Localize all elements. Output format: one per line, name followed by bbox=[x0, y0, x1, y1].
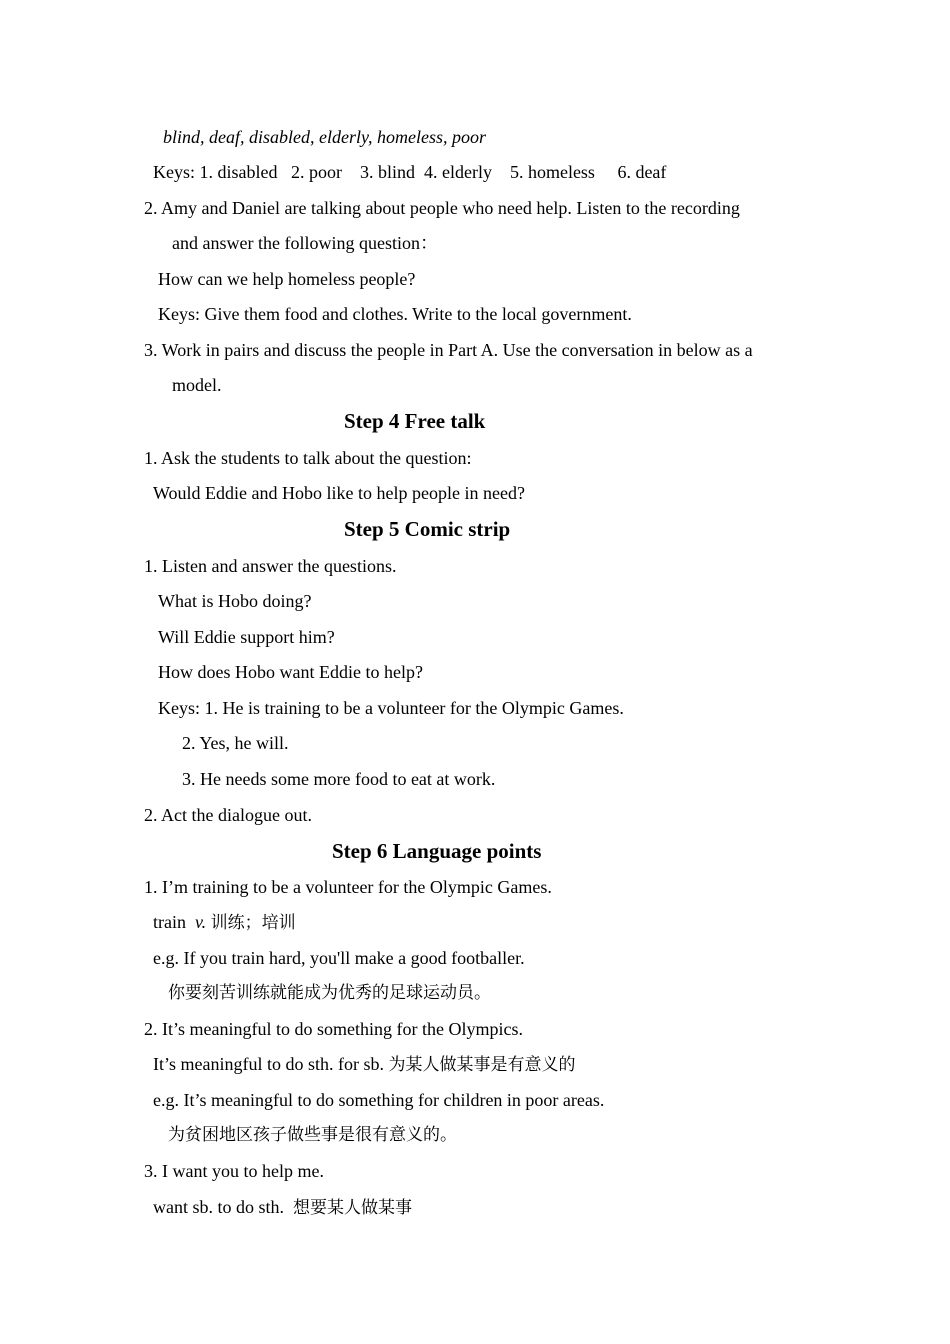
step5-q1: What is Hobo doing? bbox=[158, 591, 312, 611]
step5-item2: 2. Act the dialogue out. bbox=[144, 805, 312, 825]
pattern-meaning: 为某人做某事是有意义的 bbox=[388, 1055, 576, 1075]
vocab-word: train bbox=[153, 912, 186, 932]
step6-point2-translation: 为贫困地区孩子做些事是很有意义的。 bbox=[168, 1125, 457, 1145]
question-homeless: How can we help homeless people? bbox=[158, 269, 416, 289]
pattern-text: It’s meaningful to do sth. for sb. bbox=[153, 1054, 384, 1074]
step6-point1: 1. I’m training to be a volunteer for the Olympic Games. bbox=[144, 877, 552, 897]
step4-question: Would Eddie and Hobo like to help people in need? bbox=[153, 483, 525, 503]
item3-line2: model. bbox=[172, 375, 222, 395]
step6-point3-pattern bbox=[153, 1196, 412, 1219]
step5-keys1: Keys: 1. He is training to be a volunteer for the Olympic Games. bbox=[158, 698, 624, 718]
word-list: blind, deaf, disabled, elderly, homeless, poor bbox=[163, 127, 486, 147]
item3-line1: 3. Work in pairs and discuss the people in Part A. Use the conversation in below as a bbox=[144, 340, 753, 360]
step5-title: Step 5 Comic strip bbox=[344, 517, 511, 541]
item2-line2: and answer the following question： bbox=[172, 233, 438, 253]
step4-title: Step 4 Free talk bbox=[344, 409, 486, 433]
step6-point1-translation: 你要刻苦训练就能成为优秀的足球运动员。 bbox=[168, 983, 491, 1003]
keys-line: Keys: 1. disabled 2. poor 3. blind 4. elderly 5. homeless 6. deaf bbox=[153, 162, 667, 182]
step6-point2: 2. It’s meaningful to do something for the Olympics. bbox=[144, 1019, 523, 1039]
pattern-meaning: 想要某人做某事 bbox=[293, 1198, 413, 1218]
step5-keys3: 3. He needs some more food to eat at work. bbox=[182, 769, 496, 789]
step4-item1: 1. Ask the students to talk about the question: bbox=[144, 448, 472, 468]
step5-keys2: 2. Yes, he will. bbox=[182, 733, 289, 753]
step6-point1-definition bbox=[153, 911, 296, 934]
step5-q2: Will Eddie support him? bbox=[158, 627, 335, 647]
step6-point3: 3. I want you to help me. bbox=[144, 1161, 324, 1181]
step6-title: Step 6 Language points bbox=[332, 839, 542, 863]
step5-item1: 1. Listen and answer the questions. bbox=[144, 556, 397, 576]
pattern-text: want sb. to do sth. bbox=[153, 1197, 285, 1217]
step6-point2-example: e.g. It’s meaningful to do something for children in poor areas. bbox=[153, 1090, 605, 1110]
item2-line1: 2. Amy and Daniel are talking about people who need help. Listen to the recording bbox=[144, 198, 740, 218]
step6-point1-example: e.g. If you train hard, you'll make a good footballer. bbox=[153, 948, 525, 968]
vocab-meaning: 训练；培训 bbox=[210, 913, 296, 933]
question-keys: Keys: Give them food and clothes. Write to the local government. bbox=[158, 304, 632, 324]
part-of-speech: v. bbox=[195, 912, 207, 932]
step6-point2-pattern bbox=[153, 1053, 575, 1076]
step5-q3: How does Hobo want Eddie to help? bbox=[158, 662, 423, 682]
